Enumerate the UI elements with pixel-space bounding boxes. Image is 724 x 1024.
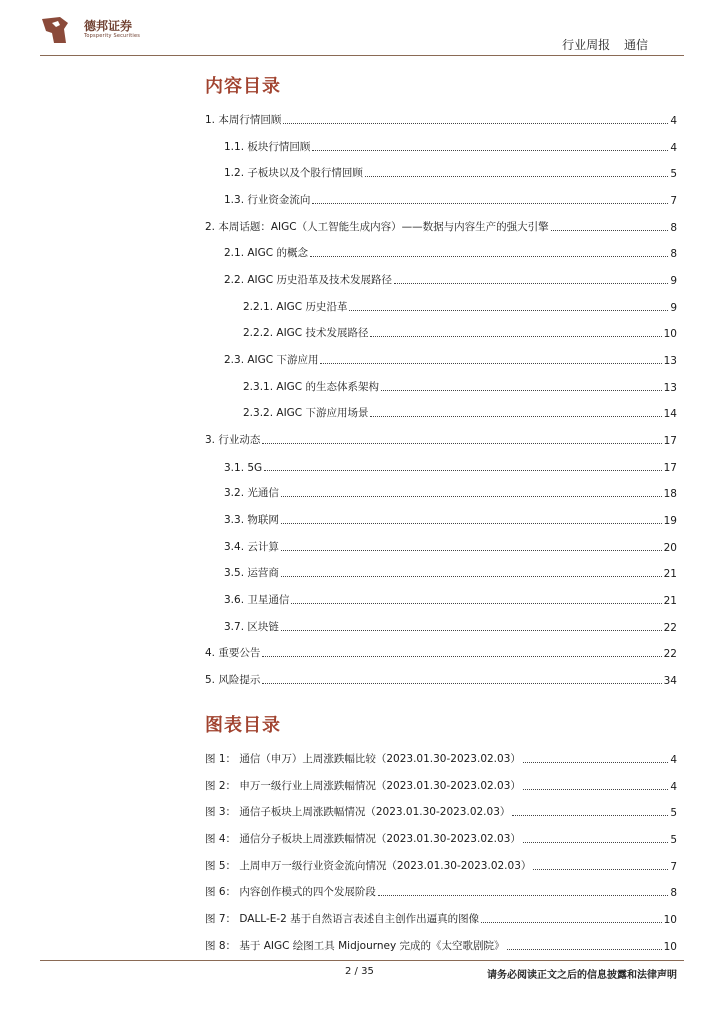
leader-dots [310,255,668,257]
leader-dots [262,442,661,444]
toc-entry-page: 21 [663,568,677,580]
leader-dots [262,682,661,684]
toc-entry[interactable] [224,191,677,207]
toc-entry-label: 2. 本周话题：AIGC（人工智能生成内容）——数据与内容生产的强大引擎 [205,221,549,233]
toc-entry-label: 1.2. 子板块以及个股行情回顾 [224,167,363,179]
toc-entry[interactable] [243,324,677,340]
toc-entry[interactable] [224,511,677,527]
leader-dots [523,761,668,763]
toc-entry-page: 17 [663,435,677,447]
figure-entry-label: 图 7： DALL-E-2 基于自然语言表述自主创作出逼真的图像 [205,913,480,925]
toc-entry-label: 3.1. 5G [224,462,263,474]
leader-dots [378,894,668,896]
leader-dots [262,655,661,657]
leader-dots [523,841,668,843]
figure-entry-page: 4 [670,781,677,793]
toc-entry-label: 1. 本周行情回顾 [205,114,282,126]
leader-dots [365,175,668,177]
toc-entry-page: 4 [670,142,677,154]
toc-entry[interactable] [224,484,677,500]
figure-entry[interactable] [205,803,677,819]
figure-entry[interactable] [205,750,677,766]
toc-entry-page: 34 [663,675,677,687]
footer-rule [40,960,684,961]
leader-dots [281,549,662,551]
toc-entry-page: 14 [663,408,677,420]
company-logo [40,15,70,45]
sector-label: 通信 [623,38,648,52]
figure-entry-page: 7 [670,861,677,873]
leader-dots [281,495,662,497]
figure-entry-label: 图 5： 上周申万一级行业资金流向情况（2023.01.30-2023.02.03） [205,860,532,872]
figure-entry-page: 4 [670,754,677,766]
leader-dots [281,575,662,577]
toc-entry[interactable] [224,244,677,260]
leader-dots [370,335,661,337]
toc-entry[interactable] [224,138,677,154]
figure-entry[interactable] [205,910,677,926]
toc-entry-label: 2.2.1. AIGC 历史沿革 [243,301,348,313]
toc-entry-page: 21 [663,595,677,607]
toc-entry-page: 4 [670,115,677,127]
leader-dots [512,814,668,816]
brand-name-en: Topsperity Securities [84,33,141,39]
leader-dots [264,469,661,471]
figure-entry[interactable] [205,883,677,899]
leader-dots [551,229,669,231]
toc-entry[interactable] [224,618,677,634]
figure-entry-label: 图 1： 通信（申万）上周涨跌幅比较（2023.01.30-2023.02.03） [205,753,521,765]
toc-entry-label: 2.1. AIGC 的概念 [224,247,308,259]
toc-entry[interactable] [205,671,677,687]
toc-entry[interactable] [205,218,677,234]
leader-dots [281,629,662,631]
toc-entry[interactable] [224,564,677,580]
figure-entry[interactable] [205,830,677,846]
leader-dots [349,309,668,311]
toc-entry-page: 17 [663,462,677,474]
toc-title: 内容目录 [205,76,281,97]
figure-entry[interactable] [205,857,677,873]
toc-entry[interactable] [224,591,677,607]
toc-entry[interactable] [205,644,677,660]
figures-title: 图表目录 [205,715,281,736]
brand-name-cn: 德邦证券 [84,19,133,33]
toc-entry[interactable] [224,271,677,287]
leader-dots [312,149,668,151]
toc-entry-label: 3.2. 光通信 [224,487,279,499]
toc-entry-label: 3.7. 区块链 [224,621,279,633]
toc-entry[interactable] [224,538,677,554]
header-meta [552,36,648,53]
leader-dots [281,522,662,524]
toc-entry-label: 3.6. 卫星通信 [224,594,290,606]
toc-entry-page: 7 [670,195,677,207]
toc-entry-label: 1.3. 行业资金流向 [224,194,311,206]
toc-entry-page: 22 [663,648,677,660]
toc-entry-label: 3. 行业动态 [205,434,261,446]
toc-entry-page: 20 [663,542,677,554]
toc-entry-label: 2.3.1. AIGC 的生态体系架构 [243,381,379,393]
leader-dots [283,122,668,124]
legal-disclaimer: 请务必阅读正文之后的信息披露和法律声明 [487,970,677,981]
toc-entry[interactable] [243,378,677,394]
toc-entry[interactable] [224,351,677,367]
toc-entry[interactable] [243,298,677,314]
toc-entry-label: 3.3. 物联网 [224,514,279,526]
figure-entry[interactable] [205,937,677,953]
figure-entry-label: 图 2： 申万一级行业上周涨跌幅情况（2023.01.30-2023.02.03） [205,780,521,792]
toc-entry-page: 8 [670,248,677,260]
toc-entry-label: 2.2.2. AIGC 技术发展路径 [243,327,369,339]
leader-dots [507,948,662,950]
toc-entry[interactable] [224,164,677,180]
toc-entry[interactable] [205,111,677,127]
toc-entry-page: 9 [670,275,677,287]
figure-entry[interactable] [205,777,677,793]
toc-entry-page: 18 [663,488,677,500]
toc-entry-label: 2.2. AIGC 历史沿革及技术发展路径 [224,274,392,286]
leader-dots [481,921,661,923]
toc-entry-label: 4. 重要公告 [205,647,261,659]
toc-entry-label: 2.3.2. AIGC 下游应用场景 [243,407,369,419]
toc-entry-page: 10 [663,328,677,340]
toc-entry-page: 22 [663,622,677,634]
toc-entry[interactable] [243,404,677,420]
figure-entry-page: 10 [663,914,677,926]
toc-entry-label: 5. 风险提示 [205,674,261,686]
toc-entry-label: 3.4. 云计算 [224,541,279,553]
toc-entry-label: 2.3. AIGC 下游应用 [224,354,319,366]
toc-entry-page: 8 [670,222,677,234]
toc-entry-page: 19 [663,515,677,527]
toc-entry-page: 5 [670,168,677,180]
header-rule [40,55,684,56]
figure-entry-page: 10 [663,941,677,953]
leader-dots [381,389,662,391]
leader-dots [320,362,661,364]
figure-entry-page: 5 [670,834,677,846]
leader-dots [312,202,668,204]
leader-dots [523,788,668,790]
figure-entry-label: 图 4： 通信分子板块上周涨跌幅情况（2023.01.30-2023.02.03） [205,833,521,845]
toc-entry-page: 13 [663,355,677,367]
figure-entry-label: 图 6： 内容创作模式的四个发展阶段 [205,886,376,898]
toc-entry-page: 9 [670,302,677,314]
toc-entry-page: 13 [663,382,677,394]
figure-entry-label: 图 8： 基于 AIGC 绘图工具 Midjourney 完成的《太空歌剧院》 [205,940,505,952]
toc-entry[interactable] [224,458,677,474]
figure-entry-page: 8 [670,887,677,899]
leader-dots [533,868,668,870]
report-type: 行业周报 [562,38,611,52]
leader-dots [394,282,668,284]
figure-entry-label: 图 3： 通信子板块上周涨跌幅情况（2023.01.30-2023.02.03） [205,806,511,818]
toc-entry[interactable] [205,431,677,447]
toc-entry-label: 3.5. 运营商 [224,567,279,579]
toc-entry-label: 1.1. 板块行情回顾 [224,141,311,153]
leader-dots [370,415,661,417]
leader-dots [291,602,661,604]
page-indicator: 2 / 35 [345,966,374,977]
figure-entry-page: 5 [670,807,677,819]
